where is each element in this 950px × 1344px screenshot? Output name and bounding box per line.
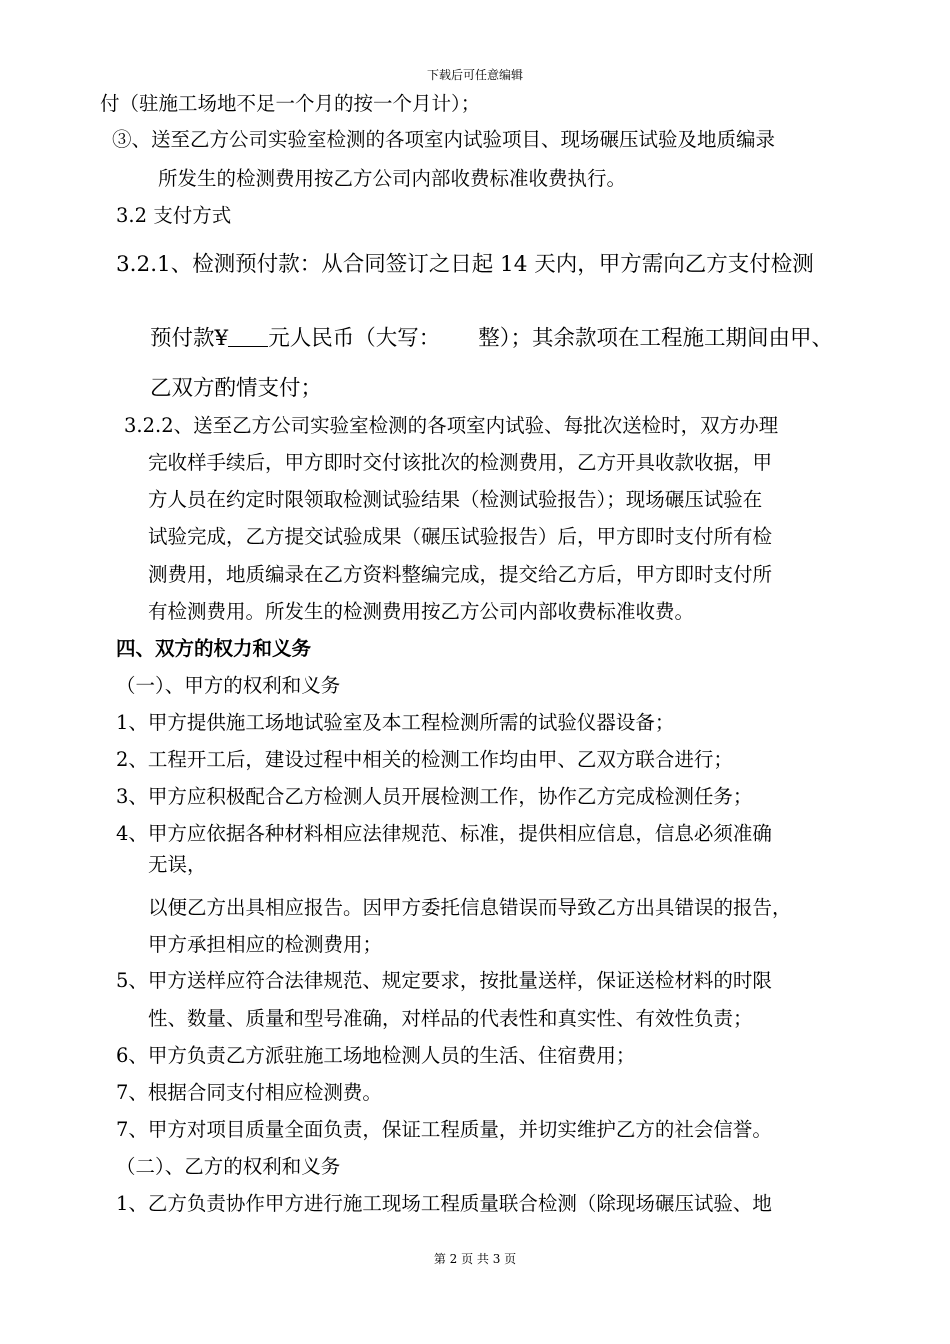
text-line: 6、甲方负责乙方派驻施工场地检测人员的生活、住宿费用； <box>116 1044 636 1067</box>
amount-blank <box>228 326 268 347</box>
text-line: 5、甲方送样应符合法律规范、规定要求，按批量送样，保证送检材料的时限 <box>116 969 772 992</box>
text-line: 乙双方酌情支付； <box>150 376 323 401</box>
text-line: 所发生的检测费用按乙方公司内部收费标准收费执行。 <box>158 167 627 190</box>
text-line: 完收样手续后，甲方即时交付该批次的检测费用，乙方开具收款收据，甲 <box>148 451 773 474</box>
page-footer: 第 2 页 共 3 页 <box>433 1252 517 1266</box>
section-heading: 3.2 支付方式 <box>116 204 232 227</box>
subsection-heading: （二）、乙方的权利和义务 <box>116 1155 341 1178</box>
text-line: 1、甲方提供施工场地试验室及本工程检测所需的试验仪器设备； <box>116 711 675 734</box>
text-line: 以便乙方出具相应报告。因甲方委托信息错误而导致乙方出具错误的报告， <box>148 896 792 919</box>
text-line: 无误， <box>148 853 207 876</box>
text-line: 测费用，地质编录在乙方资料整编完成，提交给乙方后，甲方即时支付所 <box>148 563 773 586</box>
text-line: 3.2.2、送至乙方公司实验室检测的各项室内试验、每批次送检时，双方办理 <box>124 414 779 437</box>
text-line: 3.2.1、检测预付款：从合同签订之日起 14 天内，甲方需向乙方支付检测 <box>116 252 814 277</box>
prepay-label: 预付款¥ <box>150 326 229 351</box>
text-line: 7、根据合同支付相应检测费。 <box>116 1081 382 1104</box>
page-header: 下载后可任意编辑 <box>426 68 523 82</box>
text-line: 有检测费用。所发生的检测费用按乙方公司内部收费标准收费。 <box>148 600 695 623</box>
text-line: 试验完成，乙方提交试验成果（碾压试验报告）后，甲方即时支付所有检 <box>148 525 773 548</box>
text-line: 方人员在约定时限领取检测试验结果（检测试验报告）；现场碾压试验在 <box>148 488 763 511</box>
text-line: 3、甲方应积极配合乙方检测人员开展检测工作，协作乙方完成检测任务； <box>116 785 753 808</box>
text-line: 甲方承担相应的检测费用； <box>148 933 383 956</box>
text-line <box>150 324 833 354</box>
currency-text: 元人民币（大写： <box>268 326 441 351</box>
text-line: 2、工程开工后，建设过程中相关的检测工作均由甲、乙双方联合进行； <box>116 748 733 771</box>
chapter-heading: 四、双方的权力和义务 <box>116 637 312 660</box>
text-line: 4、甲方应依据各种材料相应法律规范、标准，提供相应信息，信息必须准确 <box>116 822 772 845</box>
text-line: 1、乙方负责协作甲方进行施工现场工程质量联合检测（除现场碾压试验、地 <box>116 1192 772 1215</box>
text-line: 付（驻施工场地不足一个月的按一个月计）； <box>100 92 481 115</box>
subsection-heading: （一）、甲方的权利和义务 <box>116 674 341 697</box>
remainder-text: 整）；其余款项在工程施工期间由甲、 <box>478 326 833 351</box>
text-line: 7、甲方对项目质量全面负责，保证工程质量，并切实维护乙方的社会信誉。 <box>116 1118 772 1141</box>
text-line: 性、数量、质量和型号准确，对样品的代表性和真实性、有效性负责； <box>148 1007 753 1030</box>
text-line: ③、送至乙方公司实验室检测的各项室内试验项目、现场碾压试验及地质编录 <box>112 128 776 151</box>
